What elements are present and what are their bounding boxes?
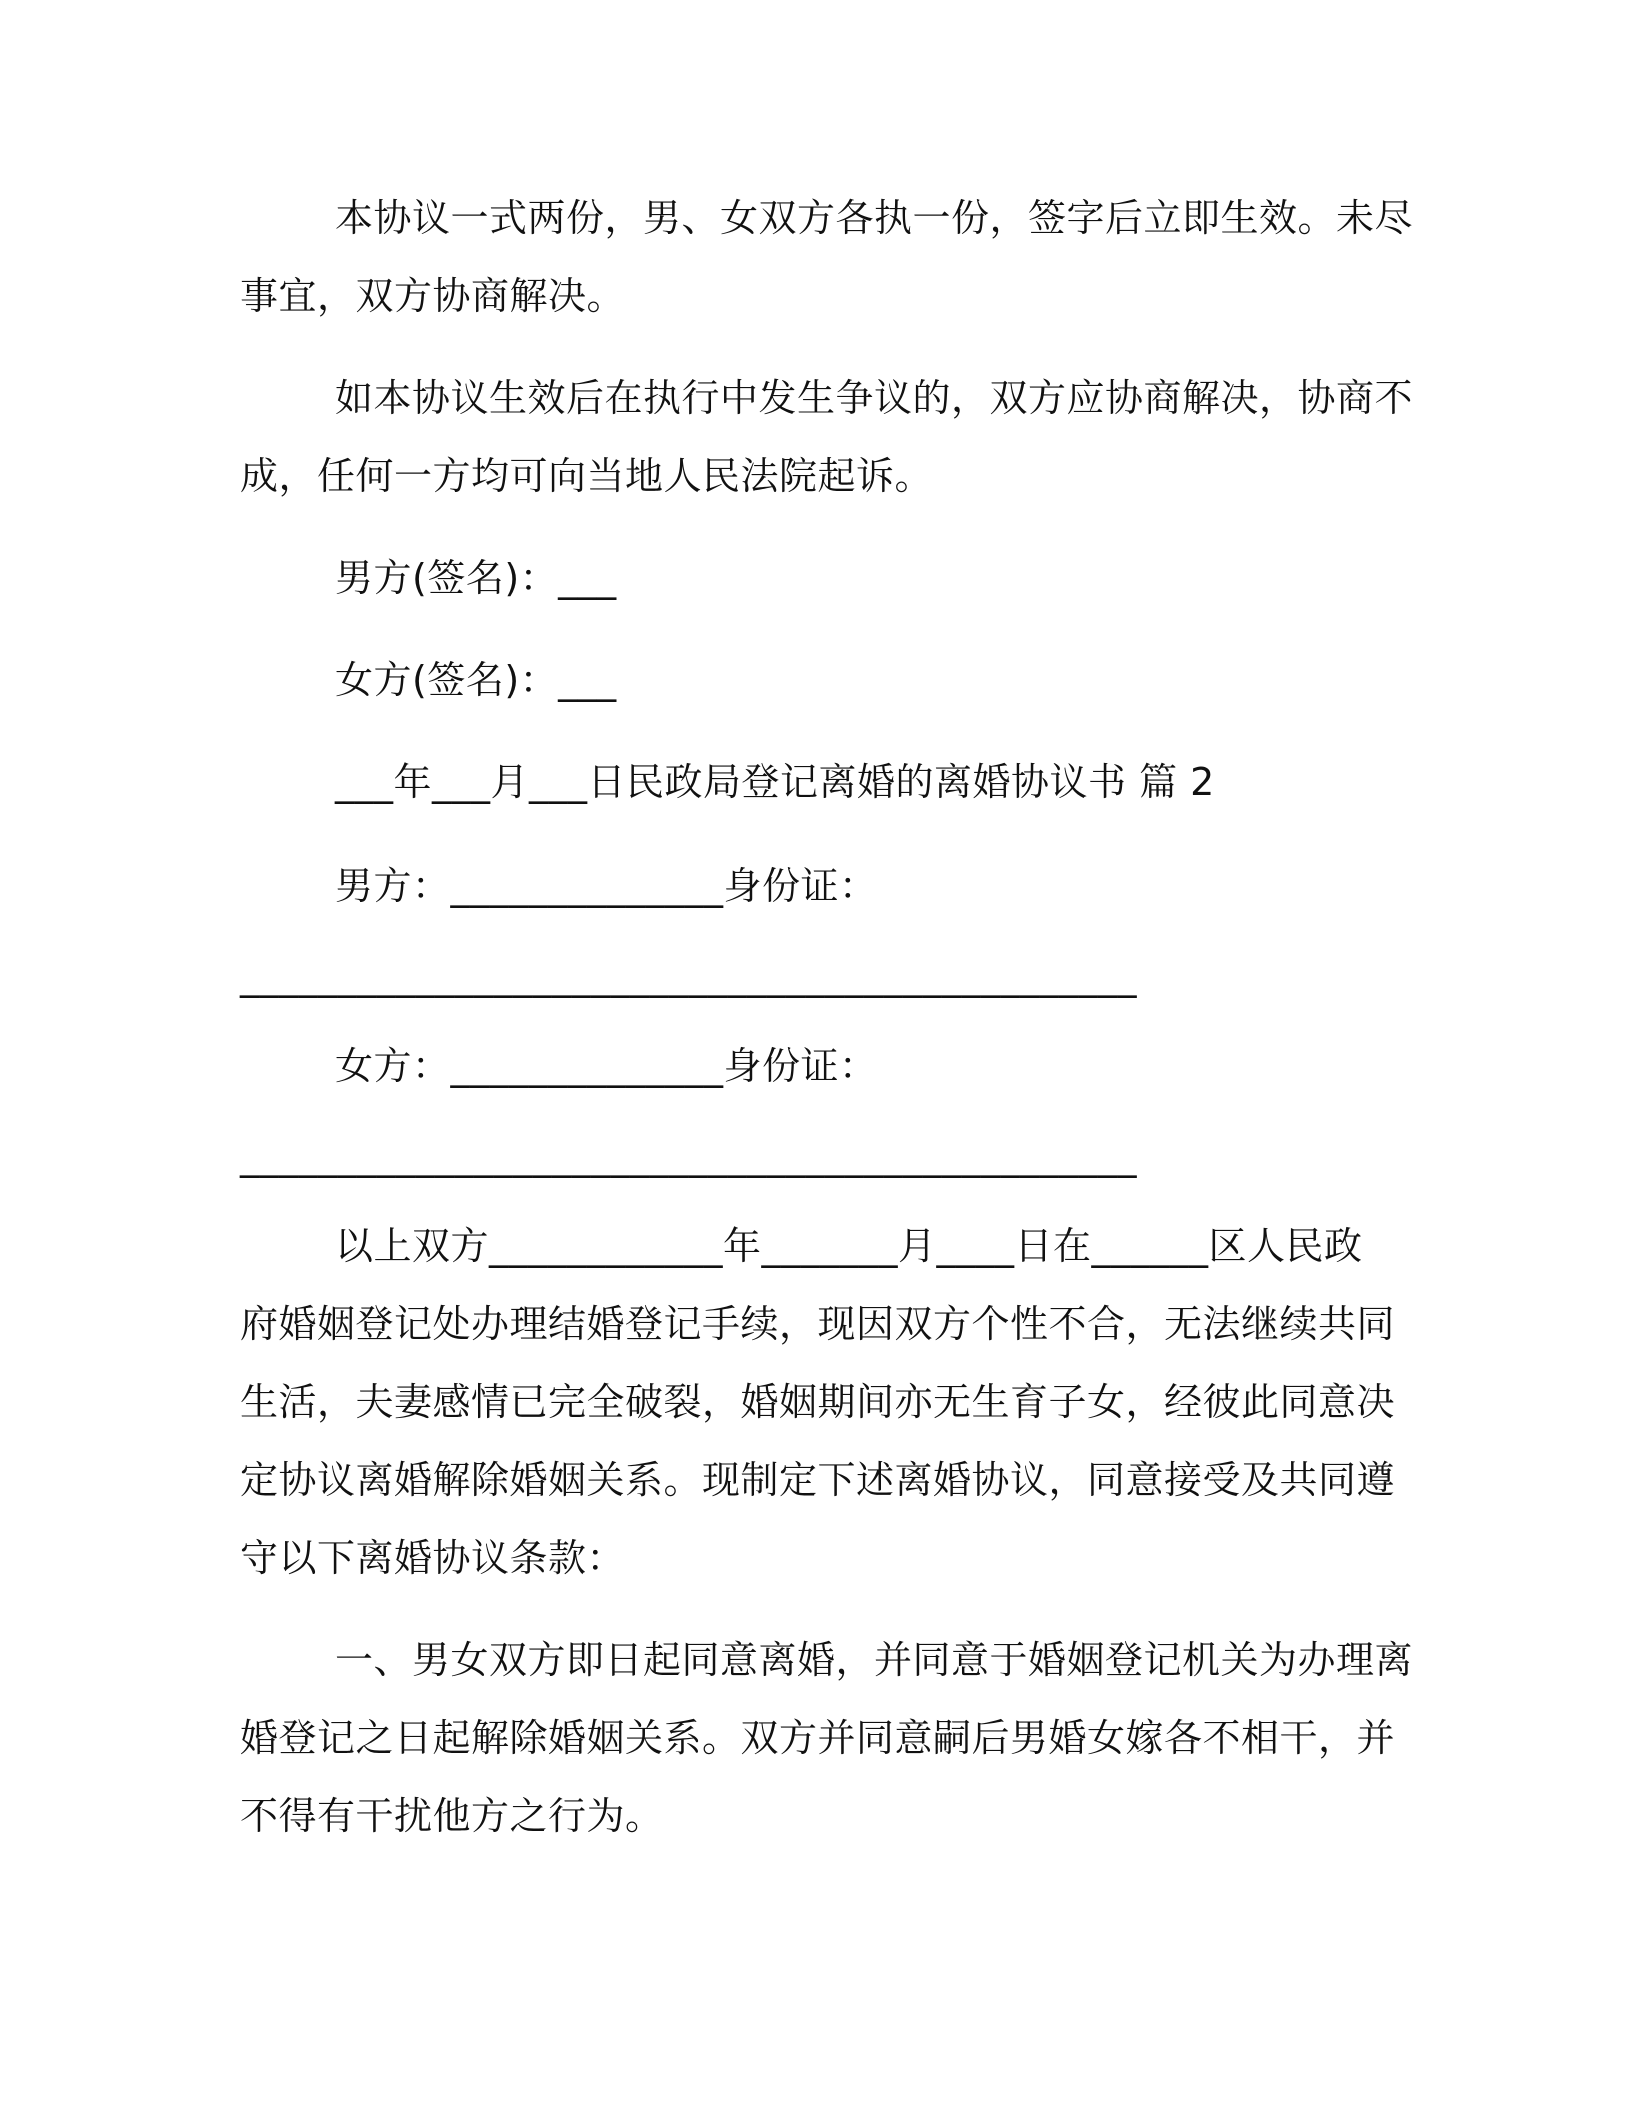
clause-1-line-1: 一、男女双方即日起同意离婚，并同意于婚姻登记机关为办理离 [335,1638,1414,1682]
male-signature-line: 男方(签名)：___ [335,556,617,600]
clause-1-line-3: 不得有干扰他方之行为。 [240,1794,664,1838]
paragraph-3-line-2: 府婚姻登记处办理结婚登记手续，现因双方个性不合，无法继续共同 [240,1302,1396,1346]
paragraph-1-line-2: 事宜，双方协商解决。 [240,274,626,318]
paragraph-3-line-3: 生活，夫妻感情已完全破裂，婚姻期间亦无生育子女，经彼此同意决 [240,1380,1396,1424]
male-id-line: 男方：______________身份证： [335,864,878,908]
document-page [240,0,1414,2112]
paragraph-2-line-1: 如本协议生效后在执行中发生争议的，双方应协商解决，协商不 [335,376,1414,420]
paragraph-2-line-2: 成，任何一方均可向当地人民法院起诉。 [240,454,934,498]
female-signature-line: 女方(签名)：___ [335,658,617,702]
paragraph-3-line-1: 以上双方____________年_______月____日在______区人民政 [335,1224,1363,1268]
clause-1-line-2: 婚登记之日起解除婚姻关系。双方并同意嗣后男婚女嫁各不相干，并 [240,1716,1396,1760]
paragraph-1-line-1: 本协议一式两份，男、女双方各执一份，签字后立即生效。未尽 [335,196,1414,240]
male-id-blank: ______________________________________________ [240,954,1137,998]
paragraph-3-line-4: 定协议离婚解除婚姻关系。现制定下述离婚协议，同意接受及共同遵 [240,1458,1396,1502]
section-heading: ___年___月___日民政局登记离婚的离婚协议书 篇 2 [335,760,1215,804]
female-id-line: 女方：______________身份证： [335,1044,878,1088]
female-id-blank: ______________________________________________ [240,1134,1137,1178]
paragraph-3-line-5: 守以下离婚协议条款： [240,1536,626,1580]
